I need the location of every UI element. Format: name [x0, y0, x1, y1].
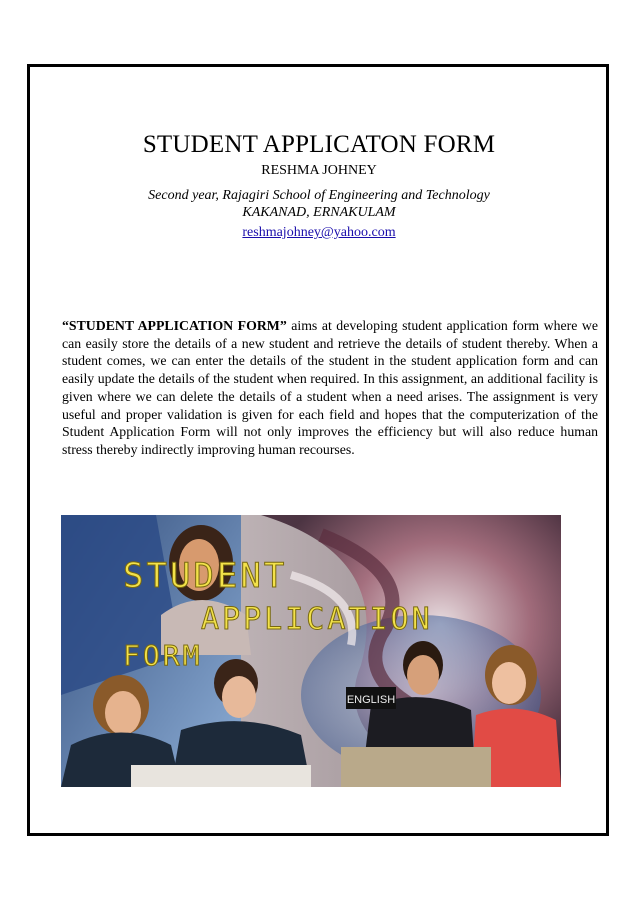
abstract-lead: “STUDENT APPLICATION FORM” — [62, 318, 287, 333]
author-email-link[interactable]: reshmajohney@yahoo.com — [242, 225, 396, 240]
abstract-body: aims at developing student application form where we can easily store the details of a new student and retrieve the details of student thereby. When a student comes, we can enter the details of the student in the student application form and can easily update the details of the student when required. In this assignment, an additional facility is given where we can delete the details of a student when a need arises. The assignment is very useful and proper validation is given for each field and hopes that the computerization of the Student Application Form will not only improves the efficiency but will also reduce human stress thereby indirectly improving human recourses. — [62, 318, 598, 457]
poster-illustration — [61, 515, 561, 787]
poster-text-form: FORM — [123, 639, 203, 672]
poster-text-student: STUDENT — [123, 556, 288, 596]
poster-sign-text: ENGLISH — [346, 694, 396, 706]
affiliation-line-1: Second year, Rajagiri School of Engineering and Technology — [148, 188, 490, 203]
affiliation-line-2: KAKANAD, ERNAKULAM — [242, 205, 396, 220]
poster-text-application: APPLICATION — [201, 602, 433, 637]
author-name: RESHMA JOHNEY — [261, 163, 377, 178]
document-title: STUDENT APPLICATON FORM — [142, 131, 496, 158]
affiliation — [0, 187, 638, 221]
poster-image — [61, 515, 561, 787]
abstract-paragraph — [62, 317, 598, 459]
